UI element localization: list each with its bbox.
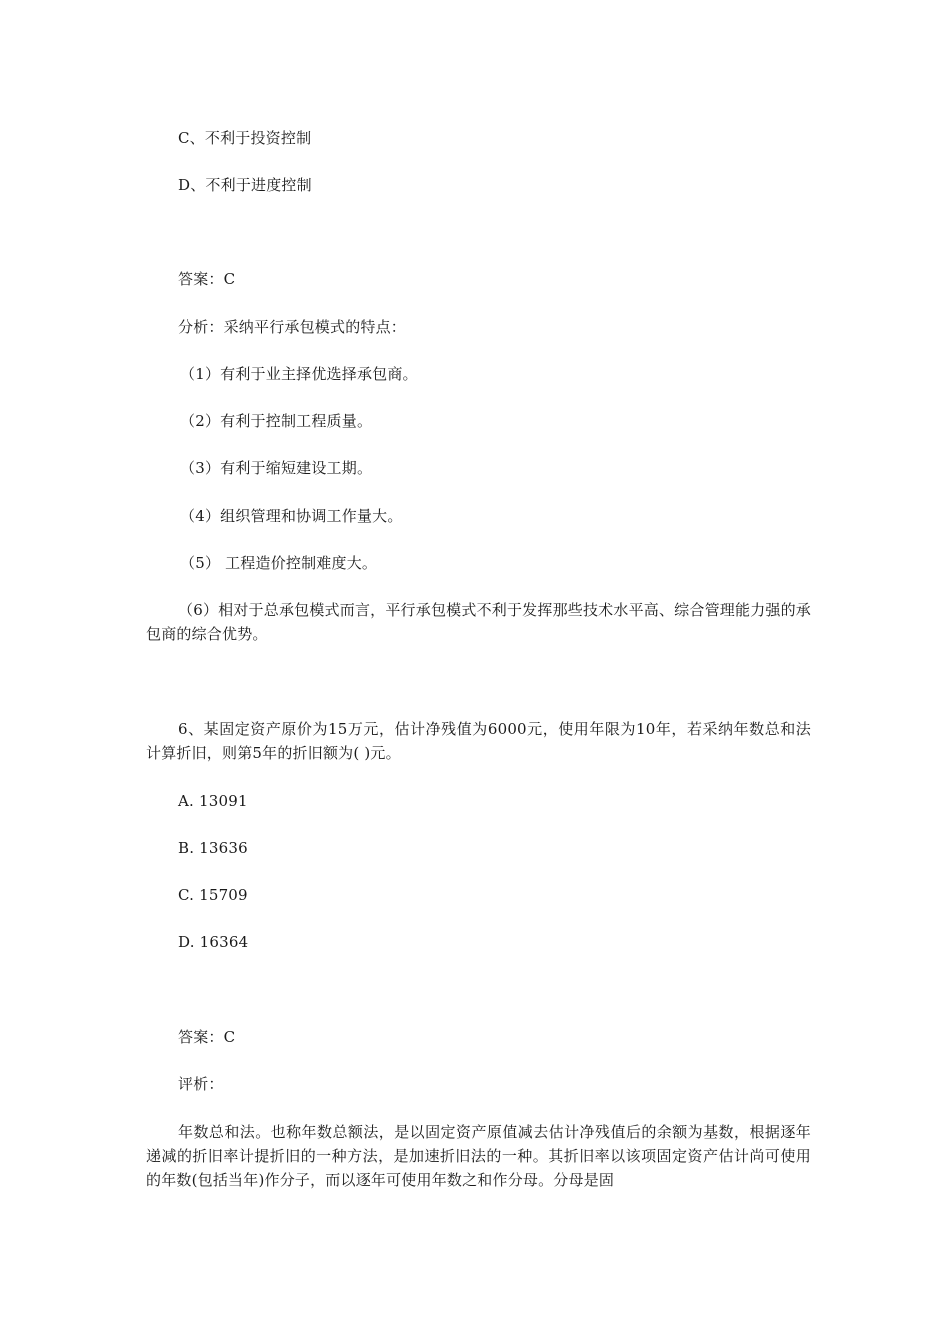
- q5-point-5: （5） 工程造价控制难度大。: [180, 554, 378, 572]
- q5-analysis-title: 分析：采纳平行承包模式的特点：: [178, 318, 407, 336]
- q5-point-6: （6）相对于总承包模式而言，平行承包模式不利于发挥那些技术水平高、综合管理能力强的承包商的综合优势。: [146, 601, 811, 643]
- q6-answer: 答案：C: [178, 1028, 236, 1046]
- q6-option-d: D. 16364: [178, 933, 249, 951]
- q6-option-b: B. 13636: [178, 839, 248, 857]
- q5-answer: 答案：C: [178, 270, 236, 288]
- q5-point-4: （4）组织管理和协调工作量大。: [180, 507, 403, 525]
- q5-option-c: C、不利于投资控制: [178, 129, 312, 147]
- q6-option-c: C. 15709: [178, 886, 248, 904]
- q6-comment-text: 年数总和法。也称年数总额法，是以固定资产原值减去估计净残值后的余额为基数，根据逐年递减的折旧率计提折旧的一种方法，是加速折旧法的一种。其折旧率以该项固定资产估计尚可使用的年数(包括当年)作分子，而以逐年可使用年数之和作分母。分母是固: [146, 1123, 811, 1189]
- q5-point-3: （3）有利于缩短建设工期。: [180, 459, 373, 477]
- q5-point-1: （1）有利于业主择优选择承包商。: [180, 365, 418, 383]
- q6-question: 6、某固定资产原价为15万元，估计净残值为6000元，使用年限为10年，若采纳年数总和法计算折旧，则第5年的折旧额为( )元。: [146, 720, 811, 762]
- q6-comment-title: 评析：: [178, 1075, 224, 1093]
- q5-point-2: （2）有利于控制工程质量。: [180, 412, 373, 430]
- q6-option-a: A. 13091: [178, 792, 248, 810]
- q5-option-d: D、不利于进度控制: [178, 176, 312, 194]
